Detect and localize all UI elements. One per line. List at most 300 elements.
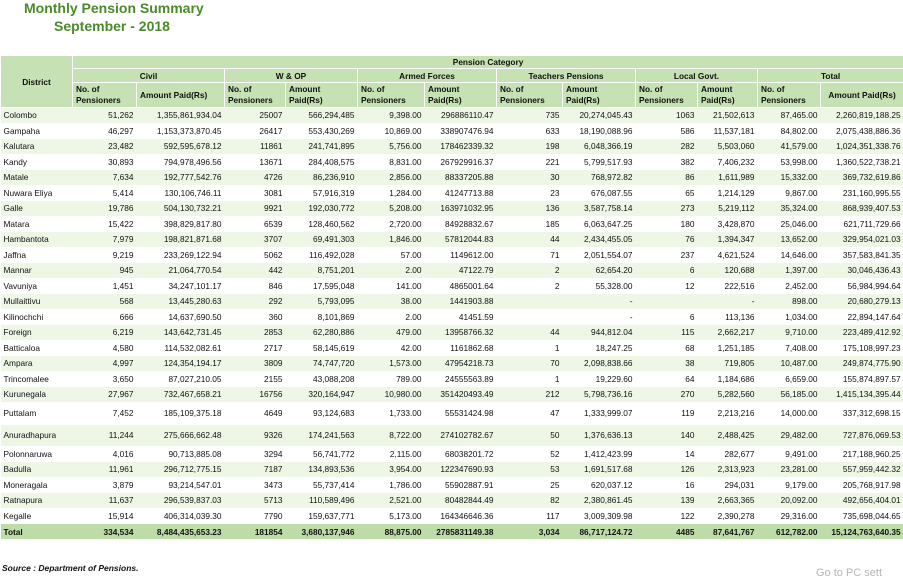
value-cell: 159,637,771	[286, 508, 358, 524]
value-cell	[497, 309, 563, 325]
value-cell: 11,961	[73, 462, 137, 478]
value-cell: 6539	[225, 216, 286, 232]
value-cell: 1,153,373,870.45	[137, 123, 225, 139]
value-cell: 1,184,686	[698, 371, 758, 387]
value-cell: 3,879	[73, 477, 137, 493]
value-cell: 2,260,819,188.25	[821, 108, 903, 124]
table-row	[1, 387, 903, 403]
value-cell: 231,160,995.55	[821, 185, 903, 201]
value-cell: 180	[636, 216, 698, 232]
value-cell: 1,451	[73, 278, 137, 294]
value-cell: 13958766.32	[425, 325, 497, 341]
value-cell: 116,492,028	[286, 247, 358, 263]
value-cell: 7187	[225, 462, 286, 478]
value-cell: 557,959,442.32	[821, 462, 903, 478]
value-cell: 117	[497, 508, 563, 524]
value-cell: 6,219	[73, 325, 137, 341]
value-cell: 1,360,522,738.21	[821, 154, 903, 170]
value-cell: 5,756.00	[358, 139, 425, 155]
value-cell: 88337205.88	[425, 170, 497, 186]
value-cell: 282,677	[698, 446, 758, 462]
value-cell: 38	[636, 356, 698, 372]
value-cell: 3809	[225, 356, 286, 372]
value-cell: 41,579.00	[758, 139, 821, 155]
total-value-cell: 8,484,435,653.23	[137, 524, 225, 540]
value-cell: 5,219,112	[698, 201, 758, 217]
value-cell: 270	[636, 387, 698, 403]
value-cell: 504,130,732.21	[137, 201, 225, 217]
value-cell: 185,109,375.18	[137, 402, 225, 424]
activation-watermark: Go to PC sett	[816, 567, 882, 579]
value-cell: 56,185.00	[758, 387, 821, 403]
col-header-amount: Amount Paid(Rs)	[286, 83, 358, 108]
value-cell: 3707	[225, 232, 286, 248]
value-cell: 275,666,662.48	[137, 424, 225, 446]
value-cell: 1161862.68	[425, 340, 497, 356]
district-cell: Kilinochchi	[1, 309, 73, 325]
value-cell: 4,016	[73, 446, 137, 462]
value-cell: 74,747,720	[286, 356, 358, 372]
value-cell: 1,691,517.68	[563, 462, 636, 478]
value-cell: 18,247.25	[563, 340, 636, 356]
value-cell: 11861	[225, 139, 286, 155]
value-cell: 15,422	[73, 216, 137, 232]
value-cell: 62,654.20	[563, 263, 636, 279]
value-cell: 1,024,351,338.76	[821, 139, 903, 155]
value-cell: 2,452.00	[758, 278, 821, 294]
value-cell: 212	[497, 387, 563, 403]
page-subtitle: September - 2018	[54, 18, 170, 34]
table-row	[1, 108, 903, 124]
value-cell: 57.00	[358, 247, 425, 263]
value-cell: 23,482	[73, 139, 137, 155]
value-cell: 134,893,536	[286, 462, 358, 478]
value-cell: -	[563, 294, 636, 310]
value-cell: 5713	[225, 493, 286, 509]
value-cell: 122	[636, 508, 698, 524]
value-cell: 43,088,208	[286, 371, 358, 387]
value-cell: 19,786	[73, 201, 137, 217]
value-cell: 2,390,278	[698, 508, 758, 524]
value-cell: 84,802.00	[758, 123, 821, 139]
value-cell: 3,954.00	[358, 462, 425, 478]
district-cell: Jaffna	[1, 247, 73, 263]
value-cell: 57,916,319	[286, 185, 358, 201]
value-cell: 553,430,269	[286, 123, 358, 139]
value-cell	[497, 294, 563, 310]
value-cell: 492,656,404.01	[821, 493, 903, 509]
table-row	[1, 325, 903, 341]
value-cell: 23	[497, 185, 563, 201]
value-cell: 34,247,101.17	[137, 278, 225, 294]
value-cell: 65	[636, 185, 698, 201]
table-row	[1, 477, 903, 493]
value-cell: 10,980.00	[358, 387, 425, 403]
value-cell: -	[698, 294, 758, 310]
value-cell: 185	[497, 216, 563, 232]
value-cell: 1,786.00	[358, 477, 425, 493]
value-cell: 1,284.00	[358, 185, 425, 201]
value-cell: 944,812.04	[563, 325, 636, 341]
value-cell: 676,087.55	[563, 185, 636, 201]
value-cell: 666	[73, 309, 137, 325]
value-cell: 175,108,997.23	[821, 340, 903, 356]
value-cell: 1	[497, 340, 563, 356]
value-cell: 84928832.67	[425, 216, 497, 232]
value-cell: 7,406,232	[698, 154, 758, 170]
value-cell: 42.00	[358, 340, 425, 356]
value-cell: 1,214,129	[698, 185, 758, 201]
total-value-cell: 2785831149.38	[425, 524, 497, 540]
total-value-cell: 4485	[636, 524, 698, 540]
table-row	[1, 170, 903, 186]
value-cell: 41247713.88	[425, 185, 497, 201]
value-cell: 68038201.72	[425, 446, 497, 462]
value-cell: 130,106,746.11	[137, 185, 225, 201]
value-cell: 141.00	[358, 278, 425, 294]
value-cell: 110,589,496	[286, 493, 358, 509]
district-cell: Matara	[1, 216, 73, 232]
value-cell: 122347690.93	[425, 462, 497, 478]
col-header-amount: Amount Paid(Rs)	[821, 83, 903, 108]
value-cell: 120,688	[698, 263, 758, 279]
value-cell: 29,316.00	[758, 508, 821, 524]
value-cell: 198	[497, 139, 563, 155]
table-row	[1, 462, 903, 478]
value-cell: 30,046,436.43	[821, 263, 903, 279]
value-cell: 178462339.32	[425, 139, 497, 155]
group-header-civil: Civil	[73, 69, 225, 83]
pension-category-header: Pension Category	[73, 56, 903, 69]
value-cell: 337,312,698.15	[821, 402, 903, 424]
value-cell: 9,398.00	[358, 108, 425, 124]
value-cell: 794,978,496.56	[137, 154, 225, 170]
group-header-local-govt: Local Govt.	[636, 69, 758, 83]
table-row	[1, 232, 903, 248]
value-cell: 20,680,279.13	[821, 294, 903, 310]
value-cell: 47122.79	[425, 263, 497, 279]
value-cell: 35,324.00	[758, 201, 821, 217]
table-row	[1, 340, 903, 356]
value-cell: 9921	[225, 201, 286, 217]
value-cell: 38.00	[358, 294, 425, 310]
value-cell: 3,650	[73, 371, 137, 387]
total-value-cell: 15,124,763,640.35	[821, 524, 903, 540]
value-cell: 846	[225, 278, 286, 294]
value-cell: 8,101,869	[286, 309, 358, 325]
value-cell: 2,663,365	[698, 493, 758, 509]
col-header-pensioners: No. of Pensioners	[358, 83, 425, 108]
value-cell: 382	[636, 154, 698, 170]
value-cell: 29,482.00	[758, 424, 821, 446]
table-row	[1, 201, 903, 217]
value-cell: 56,984,994.64	[821, 278, 903, 294]
table-row	[1, 263, 903, 279]
district-cell: Kandy	[1, 154, 73, 170]
col-header-amount: Amount Paid(Rs)	[563, 83, 636, 108]
value-cell: 296886110.47	[425, 108, 497, 124]
value-cell: 140	[636, 424, 698, 446]
value-cell: 2,856.00	[358, 170, 425, 186]
value-cell: 143,642,731.45	[137, 325, 225, 341]
district-cell: Batticaloa	[1, 340, 73, 356]
value-cell: 7,408.00	[758, 340, 821, 356]
value-cell: 27,967	[73, 387, 137, 403]
table-row	[1, 356, 903, 372]
value-cell: 139	[636, 493, 698, 509]
value-cell: 2,521.00	[358, 493, 425, 509]
value-cell: 6,048,366.19	[563, 139, 636, 155]
value-cell: 14,637,690.50	[137, 309, 225, 325]
value-cell: 87,465.00	[758, 108, 821, 124]
table-row	[1, 216, 903, 232]
value-cell: 351420493.49	[425, 387, 497, 403]
value-cell: 14	[636, 446, 698, 462]
col-header-pensioners: No. of Pensioners	[636, 83, 698, 108]
district-cell: Hambantota	[1, 232, 73, 248]
table-row	[1, 247, 903, 263]
value-cell: 6	[636, 263, 698, 279]
value-cell: 592,595,678.12	[137, 139, 225, 155]
value-cell: 2.00	[358, 263, 425, 279]
value-cell: 1,376,636.13	[563, 424, 636, 446]
value-cell: 586	[636, 123, 698, 139]
district-cell: Kalutara	[1, 139, 73, 155]
district-cell: Foreign	[1, 325, 73, 341]
value-cell: 64	[636, 371, 698, 387]
value-cell: 55902887.91	[425, 477, 497, 493]
value-cell: 2,313,923	[698, 462, 758, 478]
source-note: Source : Department of Pensions.	[2, 563, 139, 573]
value-cell: 136	[497, 201, 563, 217]
value-cell: 26417	[225, 123, 286, 139]
district-cell: Mannar	[1, 263, 73, 279]
district-cell: Galle	[1, 201, 73, 217]
value-cell: 2717	[225, 340, 286, 356]
value-cell: 237	[636, 247, 698, 263]
value-cell: 621,711,729.66	[821, 216, 903, 232]
total-value-cell: 87,641,767	[698, 524, 758, 540]
value-cell: 1,846.00	[358, 232, 425, 248]
value-cell: 294,031	[698, 477, 758, 493]
value-cell: 57812044.83	[425, 232, 497, 248]
district-cell: Puttalam	[1, 402, 73, 424]
value-cell: 296,712,775.15	[137, 462, 225, 478]
value-cell: 5,503,060	[698, 139, 758, 155]
value-cell: 115	[636, 325, 698, 341]
value-cell: 10,487.00	[758, 356, 821, 372]
value-cell: 442	[225, 263, 286, 279]
district-cell: Nuwara Eliya	[1, 185, 73, 201]
value-cell: 126	[636, 462, 698, 478]
value-cell: 1,412,423.99	[563, 446, 636, 462]
value-cell: 7,979	[73, 232, 137, 248]
value-cell: 93,124,683	[286, 402, 358, 424]
value-cell: 24555563.89	[425, 371, 497, 387]
value-cell: 68	[636, 340, 698, 356]
value-cell: 2.00	[358, 309, 425, 325]
value-cell: 44	[497, 232, 563, 248]
district-cell: Moneragala	[1, 477, 73, 493]
district-cell: Matale	[1, 170, 73, 186]
table-row	[1, 402, 903, 424]
value-cell: 1,415,134,395.44	[821, 387, 903, 403]
value-cell: 82	[497, 493, 563, 509]
district-cell: Gampaha	[1, 123, 73, 139]
district-cell: Kurunegala	[1, 387, 73, 403]
table-row	[1, 371, 903, 387]
value-cell: 2155	[225, 371, 286, 387]
value-cell: 52	[497, 446, 563, 462]
value-cell: 9,710.00	[758, 325, 821, 341]
value-cell: 155,874,897.57	[821, 371, 903, 387]
value-cell: 11,637	[73, 493, 137, 509]
value-cell: 233,269,122.94	[137, 247, 225, 263]
value-cell: 406,314,039.30	[137, 508, 225, 524]
value-cell: 55,328.00	[563, 278, 636, 294]
value-cell: 9,219	[73, 247, 137, 263]
value-cell: 292	[225, 294, 286, 310]
value-cell: 21,064,770.54	[137, 263, 225, 279]
total-value-cell: 86,717,124.72	[563, 524, 636, 540]
value-cell: 55,737,414	[286, 477, 358, 493]
value-cell	[636, 294, 698, 310]
value-cell: 768,972.82	[563, 170, 636, 186]
district-cell: Ratnapura	[1, 493, 73, 509]
value-cell: 5,798,736.16	[563, 387, 636, 403]
value-cell: 3081	[225, 185, 286, 201]
value-cell: 20,274,045.43	[563, 108, 636, 124]
district-header: District	[1, 56, 73, 108]
total-label: Total	[1, 524, 73, 540]
value-cell: 192,777,542.76	[137, 170, 225, 186]
district-cell: Trincomalee	[1, 371, 73, 387]
table-row	[1, 278, 903, 294]
value-cell: 222,516	[698, 278, 758, 294]
district-cell: Anuradhapura	[1, 424, 73, 446]
total-value-cell: 181854	[225, 524, 286, 540]
table-row	[1, 424, 903, 446]
value-cell: 2,098,838.66	[563, 356, 636, 372]
value-cell: 192,030,772	[286, 201, 358, 217]
value-cell: 86,236,910	[286, 170, 358, 186]
value-cell: 87,027,210.05	[137, 371, 225, 387]
value-cell: 221	[497, 154, 563, 170]
value-cell: 50	[497, 424, 563, 446]
value-cell: 479.00	[358, 325, 425, 341]
value-cell: 3,428,870	[698, 216, 758, 232]
value-cell: 9,867.00	[758, 185, 821, 201]
value-cell: 114,532,082.61	[137, 340, 225, 356]
value-cell: 2,380,861.45	[563, 493, 636, 509]
group-header-teachers: Teachers Pensions	[497, 69, 636, 83]
value-cell: 357,583,841.35	[821, 247, 903, 263]
value-cell: 11,537,181	[698, 123, 758, 139]
value-cell: 90,713,885.08	[137, 446, 225, 462]
value-cell: 273	[636, 201, 698, 217]
value-cell: 21,502,613	[698, 108, 758, 124]
value-cell: 898.00	[758, 294, 821, 310]
value-cell: 7,452	[73, 402, 137, 424]
district-cell: Badulla	[1, 462, 73, 478]
table-row	[1, 139, 903, 155]
district-cell: Colombo	[1, 108, 73, 124]
value-cell: 1,355,861,934.04	[137, 108, 225, 124]
value-cell: 6,063,647.25	[563, 216, 636, 232]
col-header-pensioners: No. of Pensioners	[497, 83, 563, 108]
value-cell: 44	[497, 325, 563, 341]
value-cell: 119	[636, 402, 698, 424]
table-row	[1, 154, 903, 170]
value-cell: 11,244	[73, 424, 137, 446]
value-cell: 2	[497, 263, 563, 279]
value-cell: 8,751,201	[286, 263, 358, 279]
value-cell: 3473	[225, 477, 286, 493]
value-cell: 1,611,989	[698, 170, 758, 186]
value-cell: 18,190,088.96	[563, 123, 636, 139]
value-cell: 320,164,947	[286, 387, 358, 403]
total-value-cell: 612,782.00	[758, 524, 821, 540]
value-cell: 3294	[225, 446, 286, 462]
table-row	[1, 185, 903, 201]
value-cell: 9326	[225, 424, 286, 446]
value-cell: 198,821,871.68	[137, 232, 225, 248]
value-cell: 5,173.00	[358, 508, 425, 524]
value-cell: 58,145,619	[286, 340, 358, 356]
value-cell: 5,282,560	[698, 387, 758, 403]
pension-summary-table	[0, 55, 903, 539]
value-cell: 1	[497, 371, 563, 387]
total-value-cell: 88,875.00	[358, 524, 425, 540]
value-cell: 4649	[225, 402, 286, 424]
value-cell: 398,829,817.80	[137, 216, 225, 232]
value-cell: 30	[497, 170, 563, 186]
value-cell: 4,621,524	[698, 247, 758, 263]
total-value-cell: 3,680,137,946	[286, 524, 358, 540]
value-cell: 70	[497, 356, 563, 372]
value-cell: 249,874,775.90	[821, 356, 903, 372]
group-header-total: Total	[758, 69, 903, 83]
value-cell: 360	[225, 309, 286, 325]
value-cell: 17,595,048	[286, 278, 358, 294]
col-header-amount: Amount Paid(Rs)	[425, 83, 497, 108]
col-header-pensioners: No. of Pensioners	[225, 83, 286, 108]
value-cell: 719,805	[698, 356, 758, 372]
value-cell: 1,333,999.07	[563, 402, 636, 424]
value-cell: 9,491.00	[758, 446, 821, 462]
value-cell: 80482844.49	[425, 493, 497, 509]
value-cell: 338907476.94	[425, 123, 497, 139]
value-cell: 4,580	[73, 340, 137, 356]
value-cell: 7790	[225, 508, 286, 524]
value-cell: 568	[73, 294, 137, 310]
value-cell: 1063	[636, 108, 698, 124]
value-cell: 86	[636, 170, 698, 186]
value-cell: 1,733.00	[358, 402, 425, 424]
value-cell: 19,229.60	[563, 371, 636, 387]
value-cell: 30,893	[73, 154, 137, 170]
col-header-amount: Amount Paid(Rs)	[137, 83, 225, 108]
value-cell: 2,051,554.07	[563, 247, 636, 263]
value-cell: 620,037.12	[563, 477, 636, 493]
value-cell: 789.00	[358, 371, 425, 387]
value-cell: 76	[636, 232, 698, 248]
value-cell: 217,188,960.25	[821, 446, 903, 462]
value-cell: 13671	[225, 154, 286, 170]
value-cell: 93,214,547.01	[137, 477, 225, 493]
total-value-cell: 3,034	[497, 524, 563, 540]
value-cell: 46,297	[73, 123, 137, 139]
